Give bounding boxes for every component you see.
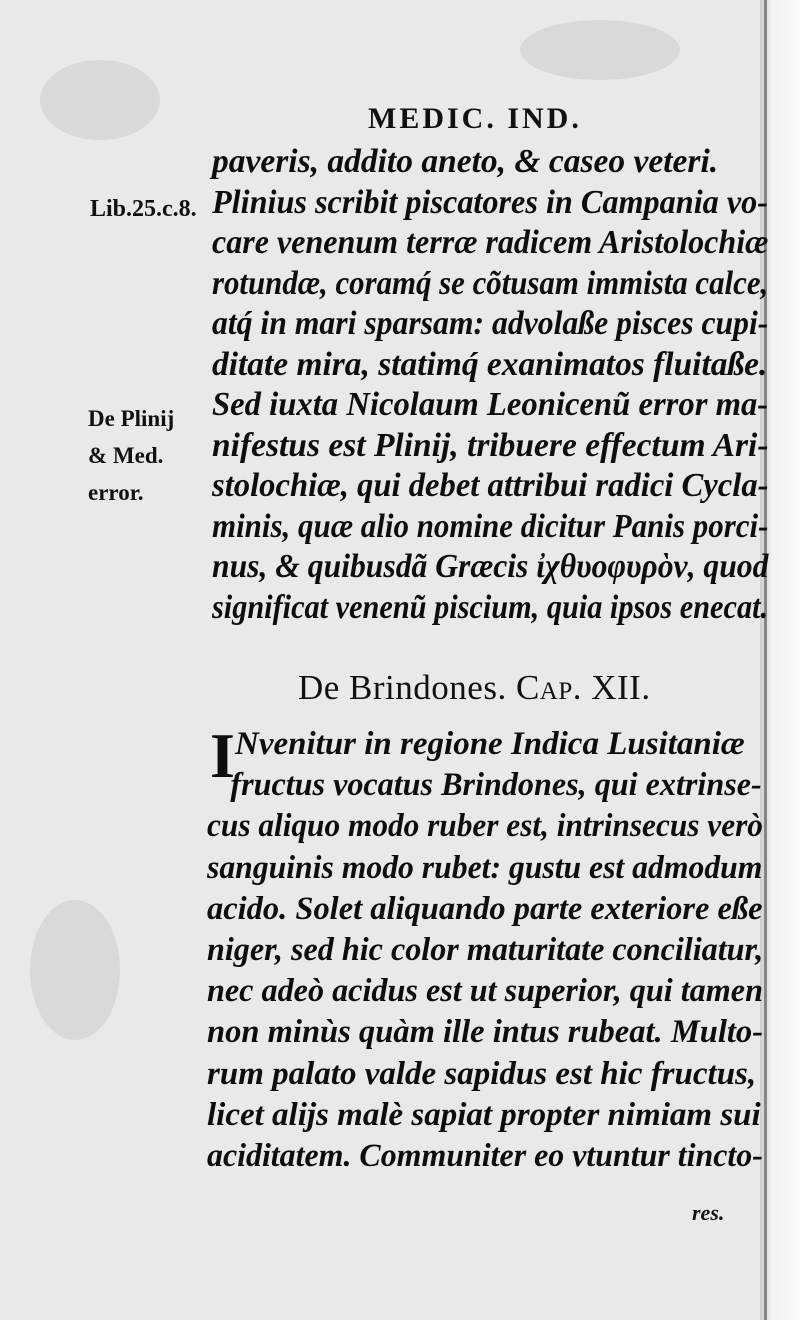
margin-note-line: & Med. <box>88 443 164 468</box>
margin-note-line: De Plinij <box>88 406 175 431</box>
text-line: sanguinis modo rubet: gustu est admodum <box>207 849 763 886</box>
text-line: Plinius scribit piscatores in Campania vo- <box>212 183 768 221</box>
text-line: stolochiæ, qui debet attribui radici Cycla- <box>212 467 769 504</box>
passage-top <box>212 142 768 628</box>
chapter-title: De Brindones. <box>298 668 507 707</box>
text-line: ditate mira, statimq́ exanimatos fluitaße. <box>212 345 768 383</box>
text-line: Sed iuxta Nicolaum Leonicenũ error ma- <box>212 386 769 423</box>
text-line: rum palato valde sapidus est hic fructus, <box>207 1055 757 1092</box>
text-line: niger, sed hic color maturitate conciliatur, <box>207 931 764 968</box>
text-line: nifestus est Plinij, tribuere effectum Ari- <box>212 426 769 464</box>
text-line: care venenum terræ radicem Aristolochiæ <box>212 224 769 261</box>
text-line: fructus vocatus Brindones, qui extrinse- <box>230 767 762 804</box>
drop-cap: I <box>210 720 235 791</box>
text-line: rotundæ, coramq́ se cõtusam immista calce, <box>212 264 769 302</box>
text-line: nec adeò acidus est ut superior, qui tamen <box>207 973 763 1010</box>
text-line: minis, quæ alio nomine dicitur Panis porci- <box>212 507 769 545</box>
chapter-heading <box>298 668 651 708</box>
running-header: MEDIC. IND. <box>368 102 582 135</box>
margin-note-reference: Lib.25.c.8. <box>90 196 197 222</box>
margin-note-de-plinij <box>88 400 174 511</box>
paper-stain <box>520 20 680 80</box>
text-line: Nvenitur in regione Indica Lusitaniæ <box>235 726 745 762</box>
text-line: cus aliquo modo ruber est, intrinsecus verò <box>207 808 763 845</box>
text-line: atq́ in mari sparsam: advolaße pisces cupi- <box>212 305 769 342</box>
text-line: licet alijs malè sapiat propter nimiam sui <box>207 1096 761 1133</box>
text-line: nus, & quibusdã Græcis ἰχθυοφυρὸν, quod <box>212 548 769 585</box>
text-line: non minùs quàm ille intus rubeat. Multo- <box>207 1014 764 1051</box>
paper-stain <box>40 60 160 140</box>
paper-stain <box>30 900 120 1040</box>
chapter-body <box>207 720 764 1177</box>
text-line: significat venenũ piscium, quia ipsos enecat. <box>212 588 769 626</box>
text-line: aciditatem. Communiter eo vtuntur tincto- <box>207 1137 763 1174</box>
text-line: paveris, addito aneto, & caseo veteri. <box>212 143 719 180</box>
margin-note-line: error. <box>88 480 144 505</box>
chapter-label: Cap. XII. <box>515 668 651 707</box>
text-line: acido. Solet aliquando parte exteriore eße <box>207 890 763 927</box>
catchword: res. <box>692 1200 725 1225</box>
